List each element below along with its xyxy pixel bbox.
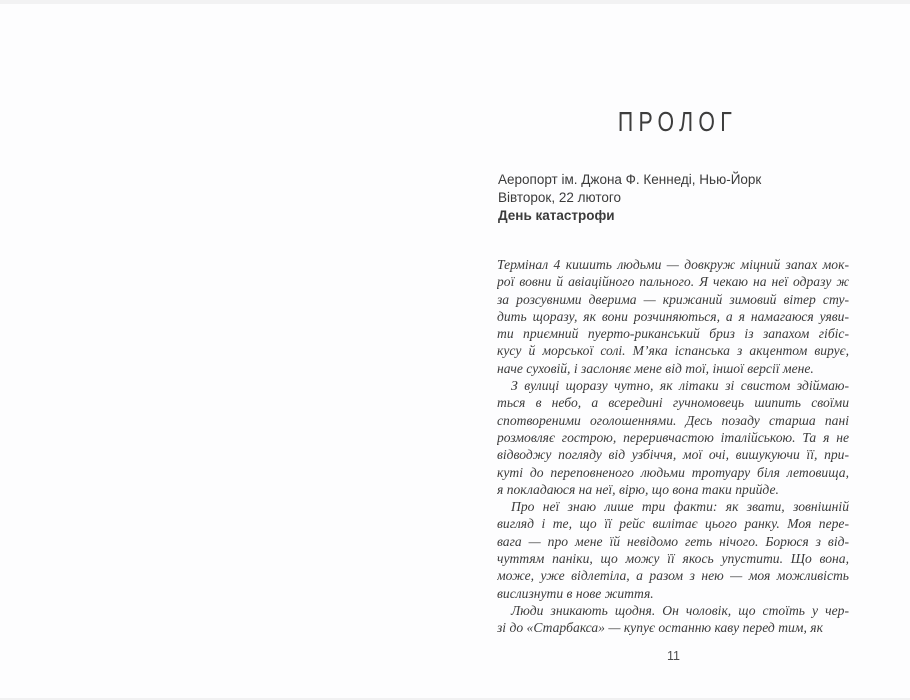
chapter-heading <box>497 107 850 137</box>
dateline <box>498 171 851 226</box>
body-line: Термінал 4 кишить людьми — довкруж міцний запах мок- <box>497 257 849 272</box>
body-paragraph <box>497 498 849 602</box>
dateline-location: Аеропорт ім. Джона Ф. Кеннеді, Нью-Йорк <box>498 172 762 187</box>
body-line: вигляд і те, що її рейс вилітає цього ранку. Моя пере- <box>497 516 849 532</box>
body-line: куті до переповненого людьми тротуару біля летовища, <box>497 464 849 480</box>
right-page <box>455 0 910 700</box>
body-line: я покладаюся на неї, вірю, що вона таки прийде. <box>497 481 779 497</box>
page-number: 11 <box>667 649 680 663</box>
body-paragraph <box>497 256 849 377</box>
body-line: З вулиці щоразу чутно, як літаки зі свистом здіймаю- <box>511 378 849 394</box>
body-line: чуттям паніки, що можу її якось упустити. Що вона, <box>497 551 849 567</box>
body-line: розмовляє гострою, переривчастою італійською. Та я не <box>497 429 849 445</box>
body-line: наче суховій, і заслоняє мене від тої, іншої версії мене. <box>497 360 814 376</box>
body-paragraph <box>497 602 849 637</box>
body-line: спотвореними оголошеннями. Десь позаду старша пані <box>497 412 849 428</box>
body-line: за розсувними дверима — крижаний зимовий вітер сту- <box>497 291 849 307</box>
body-line: Про неї знаю лише три факти: як звати, зовнішній <box>511 499 849 515</box>
body-line: кусу й морської солі. М’яка іспанська з акцентом вирує, <box>497 343 849 359</box>
body-line: ться в небо, а всередині гучномовець шипить своїми <box>497 395 849 411</box>
dateline-date: Вівторок, 22 лютого <box>498 190 621 206</box>
body-line: може, уже відлетіла, а разом з нею — моя можливість <box>497 568 849 584</box>
body-line: вислизнути в нове життя. <box>497 585 654 601</box>
body-paragraph <box>497 377 849 498</box>
body-text <box>497 256 849 637</box>
body-line: вага — про мене їй невідомо геть нічого. Борюся з від- <box>497 533 849 549</box>
body-line: ти приємний пуерто-риканський бриз із запахом гібіс- <box>497 326 849 342</box>
body-line: Люди зникають щодня. Он чоловік, що стоїть у чер- <box>511 602 849 618</box>
dateline-event: День катастрофи <box>498 208 615 224</box>
body-line: відводжу погляду від узбіччя, мої очі, вишукуючи її, при- <box>497 447 849 463</box>
chapter-heading-text: ПРОЛОГ <box>617 106 737 137</box>
body-line: зі до «Старбакса» — купує останню каву перед тим, як <box>497 620 823 636</box>
body-line: рої вовни й авіаційного пального. Я чекаю на неї одразу ж <box>497 274 849 290</box>
body-line: дить щоразу, як вони розчиняються, а я намагаюся уяви- <box>497 308 849 324</box>
